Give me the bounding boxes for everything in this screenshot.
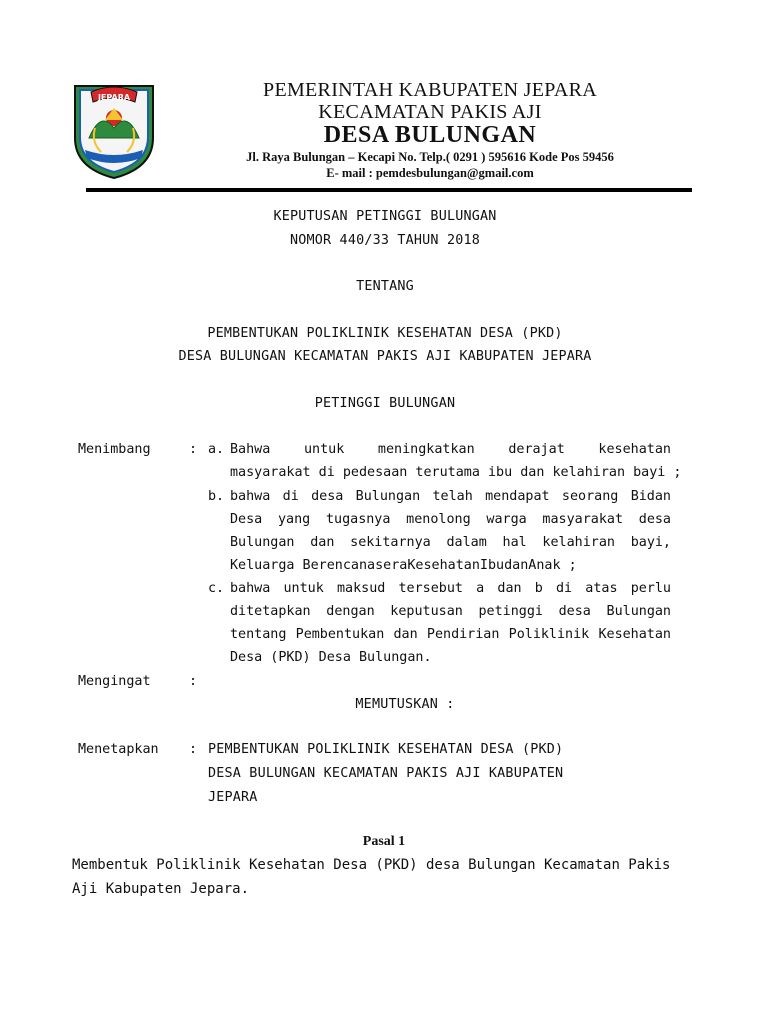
menimbang-colon: : [189,442,198,457]
pasal-1-heading: Pasal 1 [362,834,406,849]
item-a-line: Bahwa untuk meningkatkan derajat kesehatan [230,442,671,457]
item-marker-a: a. [208,442,225,457]
decree-subject-line-1: PEMBENTUKAN POLIKLINIK KESEHATAN DESA (PKD) [207,326,563,341]
item-marker-b: b. [208,489,225,504]
header-address: Jl. Raya Bulungan – Kecapi No. Telp.( 0291 ) 595616 Kode Pos 59456 [246,150,614,164]
menetapkan-line: PEMBENTUKAN POLIKLINIK KESEHATAN DESA (PKD) [208,742,564,757]
jepara-crest-logo [71,80,157,180]
header-district-line: KECAMATAN PAKIS AJI [318,101,542,123]
header-email: E- mail : pemdesbulungan@gmail.com [326,166,534,180]
memutuskan-heading: MEMUTUSKAN : [355,697,455,712]
item-c-line: bahwa untuk maksud tersebut a dan b di atas perlu [230,581,671,596]
logo-banner-text: JEPARA [97,93,131,102]
decree-number: NOMOR 440/33 TAHUN 2018 [289,233,481,248]
item-c-line: tentang Pembentukan dan Pendirian Poliklinik Kesehatan [230,627,671,642]
item-b-line: Bulungan dan sekitarnya dalam hal kelahiran bayi, [230,535,671,550]
item-b-line: Keluarga BerencanaseraKesehatanIbudanAnak ; [230,558,577,573]
issuer-heading: PETINGGI BULUNGAN [314,396,456,411]
pasal-1-text-line: Membentuk Poliklinik Kesehatan Desa (PKD) desa Bulungan Kecamatan Pakis [72,857,671,873]
pasal-1-text-line: Aji Kabupaten Jepara. [72,881,250,897]
item-b-line: Desa yang tugasnya menolong warga masyarakat desa [230,512,671,527]
menetapkan-label: Menetapkan [78,742,159,757]
header-government-line: PEMERINTAH KABUPATEN JEPARA [263,79,597,101]
item-a-line: masyarakat di pedesaan terutama ibu dan kelahiran bayi ; [230,465,682,480]
item-c-line: ditetapkan dengan keputusan petinggi desa Bulungan [230,604,671,619]
menetapkan-colon: : [189,742,198,757]
header-village-title: DESA BULUNGAN [323,122,537,148]
decree-title: KEPUTUSAN PETINGGI BULUNGAN [273,209,497,224]
decree-about-heading: TENTANG [356,279,414,294]
item-b-line: bahwa di desa Bulungan telah mendapat seorang Bidan [230,489,671,504]
item-marker-c: c. [208,581,225,596]
menetapkan-line: JEPARA [208,790,258,805]
decree-subject-line-2: DESA BULUNGAN KECAMATAN PAKIS AJI KABUPATEN JEPARA [178,349,592,364]
item-c-line: Desa (PKD) Desa Bulungan. [230,650,432,665]
menetapkan-line: DESA BULUNGAN KECAMATAN PAKIS AJI KABUPATEN [208,766,564,781]
mengingat-colon: : [189,674,198,689]
mengingat-label: Mengingat [78,674,151,689]
menimbang-label: Menimbang [78,442,151,457]
header-divider [86,188,692,192]
